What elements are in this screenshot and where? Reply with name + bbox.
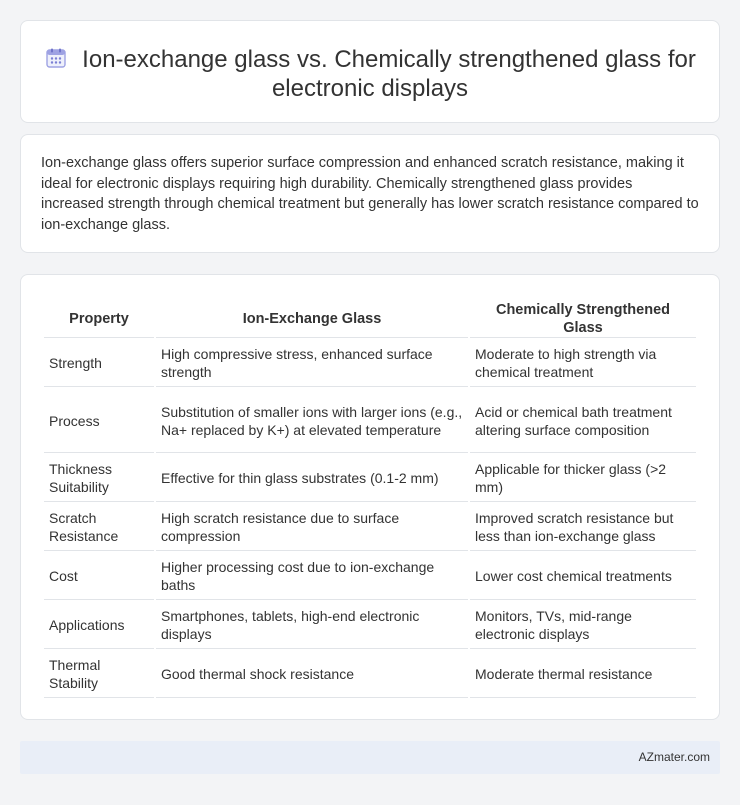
- table-row: [44, 602, 696, 649]
- table-row: [44, 651, 696, 698]
- summary-text: Ion-exchange glass offers superior surface compression and enhanced scratch resistance, making it ideal for electronic displays requiring high durability. Chemically strengthened glass provides increased strength through chemical treatment but generally has lower scratch resistance compared to ion-exchange glass.: [41, 155, 699, 233]
- row-chemical-value: Moderate thermal resistance: [470, 651, 696, 698]
- row-ion-exchange-value: Effective for thin glass substrates (0.1-2 mm): [156, 455, 468, 502]
- table-row: [44, 504, 696, 551]
- table-row: [44, 389, 696, 453]
- row-ion-exchange-value: Good thermal shock resistance: [156, 651, 468, 698]
- header-ion-exchange: Ion-Exchange Glass: [156, 301, 468, 338]
- summary-card: [20, 134, 720, 253]
- row-ion-exchange-value: Higher processing cost due to ion-exchange baths: [156, 553, 468, 600]
- row-chemical-value: Improved scratch resistance but less than ion-exchange glass: [470, 504, 696, 551]
- page-title-wrap: [21, 45, 719, 103]
- row-property: Thickness Suitability: [44, 455, 154, 502]
- footer-brand: AZmater.com: [638, 750, 710, 764]
- table-row: [44, 455, 696, 502]
- row-ion-exchange-value: Smartphones, tablets, high-end electronic displays: [156, 602, 468, 649]
- row-property: Thermal Stability: [44, 651, 154, 698]
- footer-bar: [20, 741, 720, 774]
- row-chemical-value: Acid or chemical bath treatment altering surface composition: [470, 389, 696, 453]
- title-card: [20, 20, 720, 123]
- table-row: [44, 340, 696, 387]
- header-chemically-strengthened: Chemically Strengthened Glass: [470, 301, 696, 338]
- comparison-table: [42, 299, 698, 700]
- row-property: Scratch Resistance: [44, 504, 154, 551]
- row-chemical-value: Monitors, TVs, mid-range electronic displays: [470, 602, 696, 649]
- calendar-icon: [44, 46, 68, 70]
- row-property: Applications: [44, 602, 154, 649]
- row-property: Process: [44, 389, 154, 453]
- page-title: Ion-exchange glass vs. Chemically strengthened glass for electronic displays: [82, 46, 696, 102]
- table-row: [44, 553, 696, 600]
- row-ion-exchange-value: Substitution of smaller ions with larger ions (e.g., Na+ replaced by K+) at elevated temperature: [156, 389, 468, 453]
- row-chemical-value: Applicable for thicker glass (>2 mm): [470, 455, 696, 502]
- row-property: Cost: [44, 553, 154, 600]
- row-ion-exchange-value: High compressive stress, enhanced surface strength: [156, 340, 468, 387]
- comparison-table-card: [20, 274, 720, 720]
- row-property: Strength: [44, 340, 154, 387]
- row-chemical-value: Moderate to high strength via chemical treatment: [470, 340, 696, 387]
- row-ion-exchange-value: High scratch resistance due to surface compression: [156, 504, 468, 551]
- header-property: Property: [44, 301, 154, 338]
- row-chemical-value: Lower cost chemical treatments: [470, 553, 696, 600]
- table-header-row: [44, 301, 696, 338]
